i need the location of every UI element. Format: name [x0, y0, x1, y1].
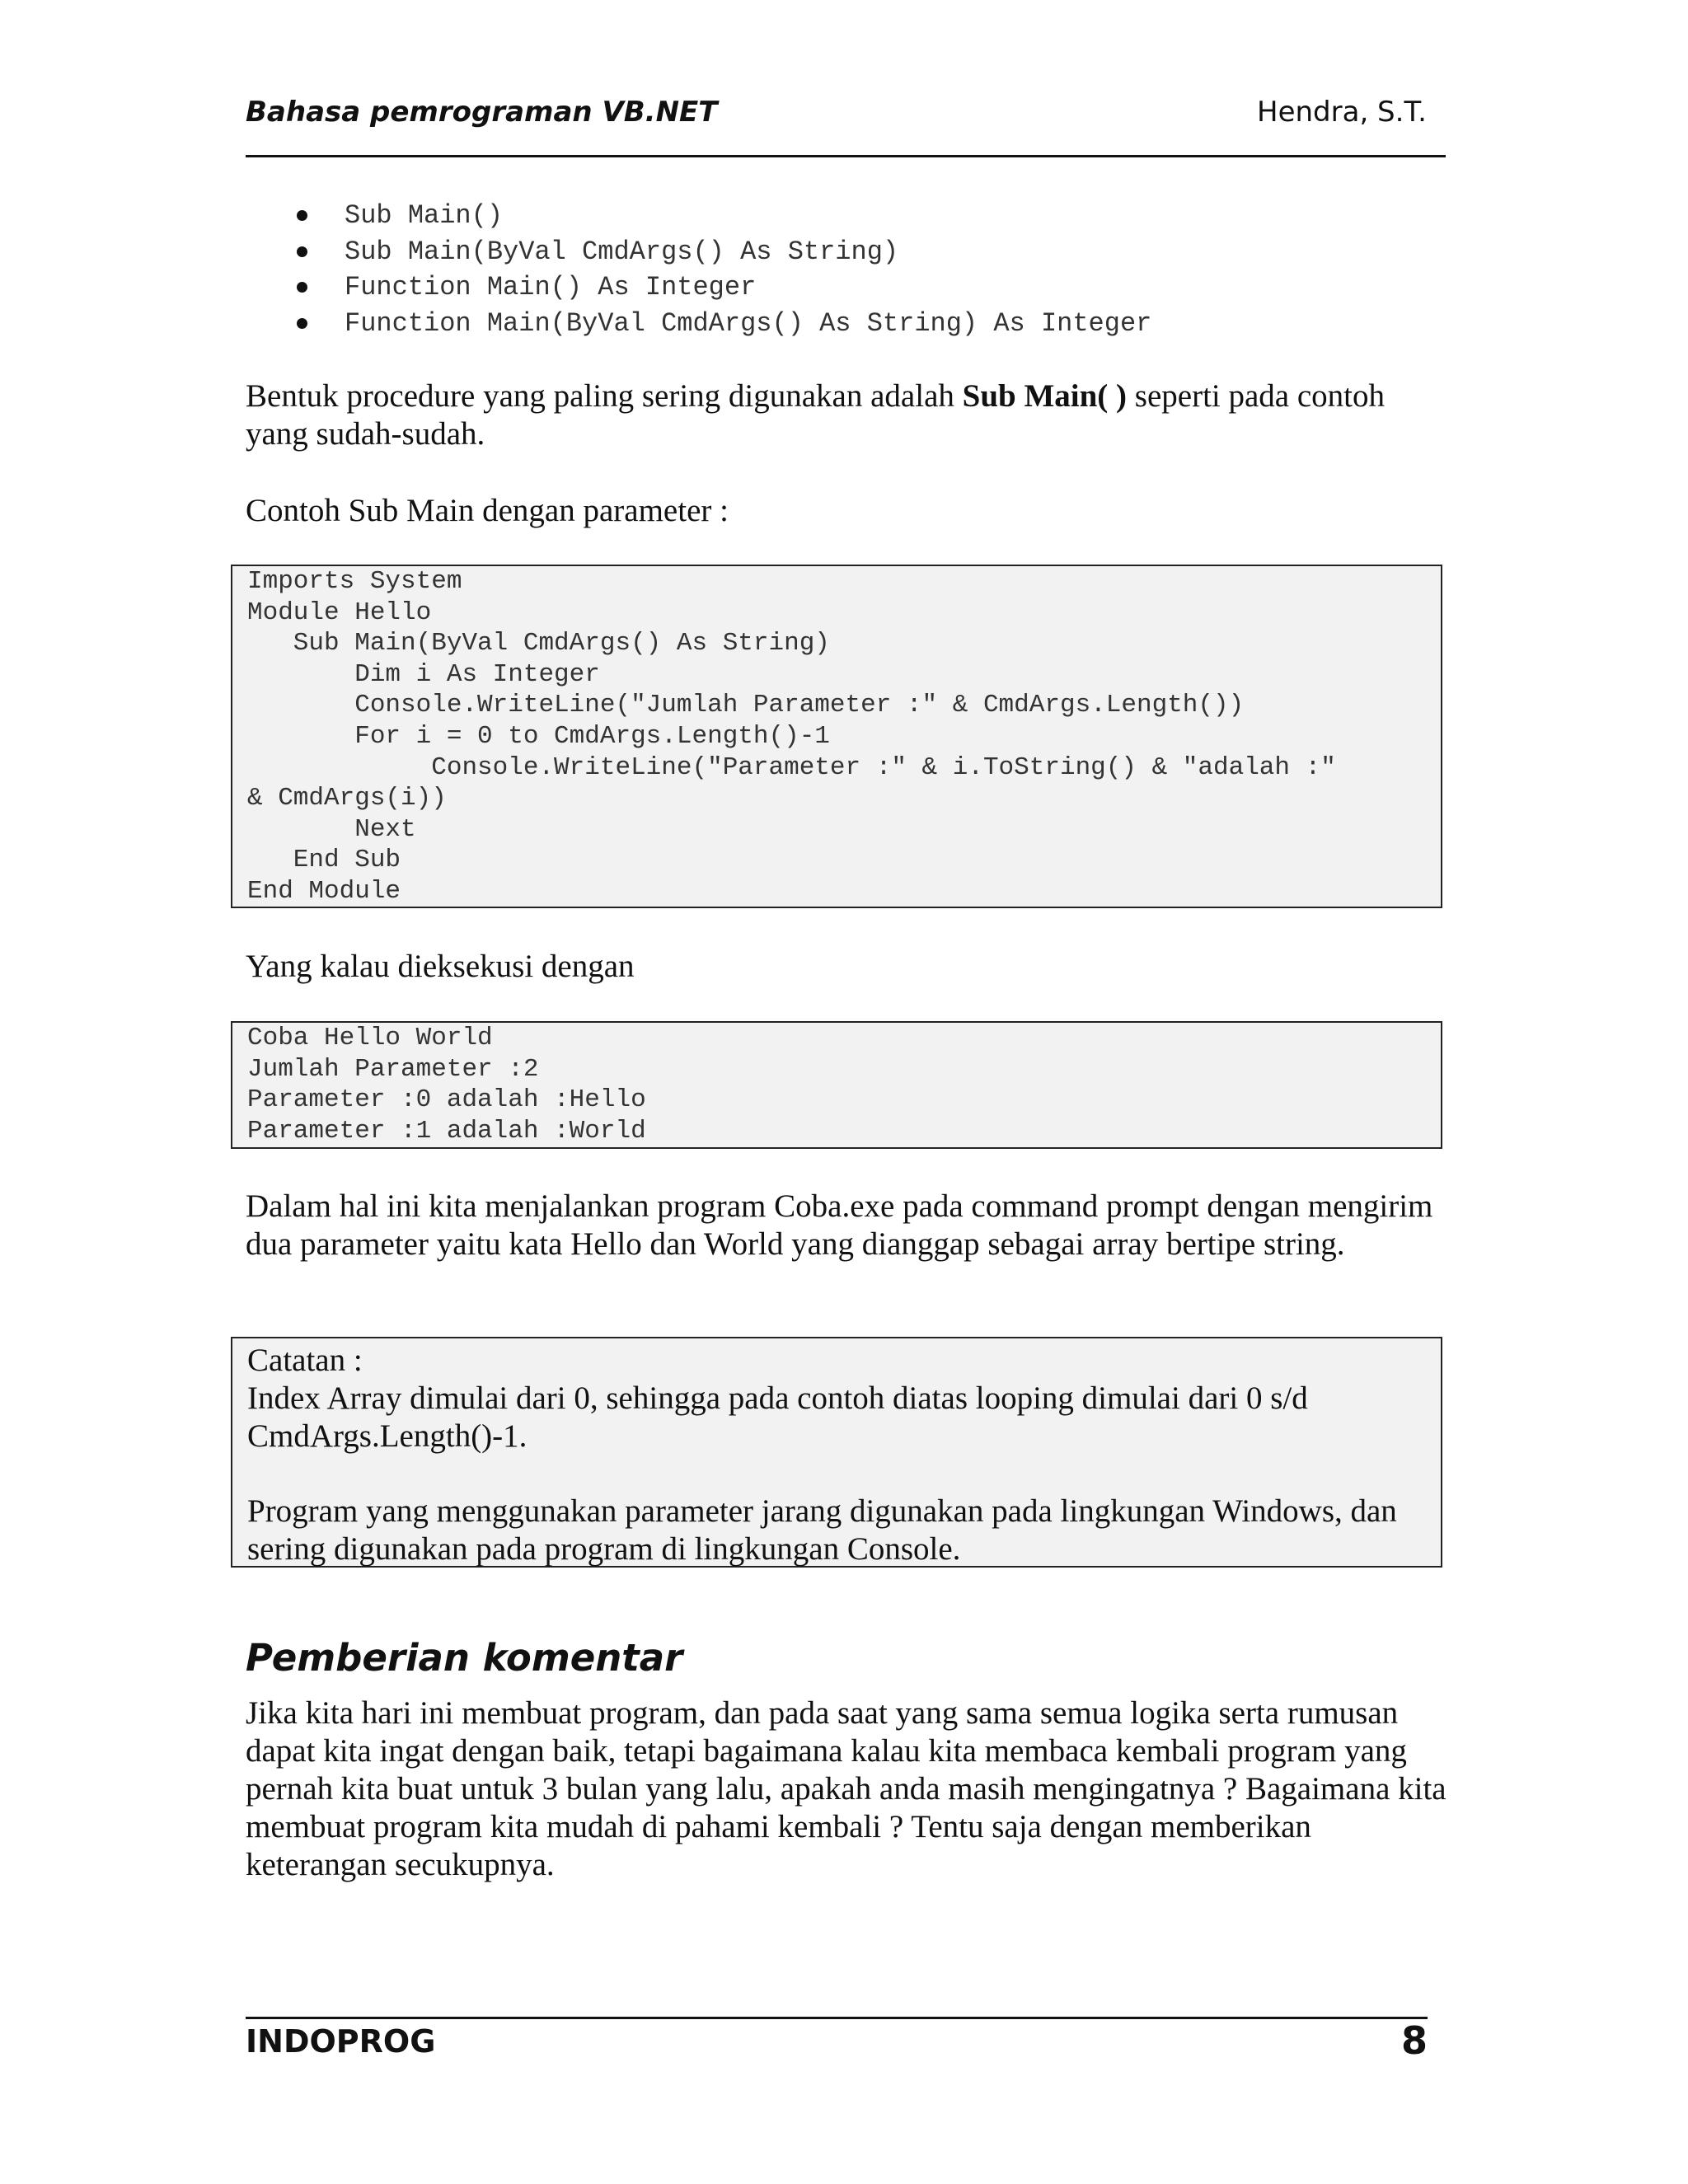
paragraph-procedure: Bentuk procedure yang paling sering digunakan adalah Sub Main( ) seperti pada contoh yang sudah-sudah. — [246, 378, 1386, 452]
bullet-icon — [297, 246, 307, 257]
note-title: Catatan : — [247, 1343, 363, 1378]
list-item: Sub Main(ByVal CmdArgs() As String) — [246, 234, 1482, 270]
page-number: 8 — [1400, 2018, 1428, 2063]
header-author: Hendra, S.T. — [1257, 96, 1427, 129]
footer-rule — [246, 2017, 1428, 2019]
footer-brand: INDOPROG — [246, 2023, 436, 2060]
paragraph-execution: Yang kalau dieksekusi dengan — [246, 949, 635, 984]
bold-sub-main: Sub Main( ) — [962, 378, 1128, 414]
note-line-2: Program yang menggunakan parameter jarang digunakan pada lingkungan Windows, dan sering digunakan pada program di lingkungan Console. — [247, 1493, 1397, 1567]
paragraph-explanation: Dalam hal ini kita menjalankan program Coba.exe pada command prompt dengan mengirim dua parameter yaitu kata Hello dan World yang dianggap sebagai array bertipe string. — [246, 1188, 1433, 1262]
paragraph-comments: Jika kita hari ini membuat program, dan pada saat yang sama semua logika serta rumusan dapat kita ingat dengan baik, tetapi bagaimana kalau kita membaca kembali program yang pernah kita buat untuk 3 bulan yang lalu, apakah anda masih mengingatnya ? Bagaimana kita membuat program kita mudah di pahami kembali ? Tentu saja dengan memberikan keterangan secukupnya. — [246, 1695, 1447, 1882]
note-box — [231, 1337, 1442, 1568]
list-item: Sub Main() — [246, 198, 1482, 234]
list-item: Function Main() As Integer — [246, 269, 1482, 306]
header-rule — [246, 155, 1446, 157]
output-block — [231, 1021, 1442, 1149]
bullet-icon — [297, 318, 307, 329]
bullet-icon — [297, 210, 307, 221]
list-item: Function Main(ByVal CmdArgs() As String) As Integer — [246, 306, 1482, 342]
note-line-1: Index Array dimulai dari 0, sehingga pada contoh diatas looping dimulai dari 0 s/d CmdArgs.Length()-1. — [247, 1380, 1308, 1454]
paragraph-example-intro: Contoh Sub Main dengan parameter : — [246, 493, 729, 528]
output-text: Coba Hello World Jumlah Parameter :2 Parameter :0 adalah :Hello Parameter :1 adalah :World — [247, 1024, 646, 1146]
code-block — [231, 565, 1442, 908]
header-title: Bahasa pemrograman VB.NET — [246, 96, 718, 129]
bullet-icon — [297, 282, 307, 293]
code-text: Imports System Module Hello Sub Main(ByVal CmdArgs() As String) Dim i As Integer Console.WriteLine("Jumlah Parameter :" & CmdArgs.Length()) For i = 0 to CmdArgs.Length()-1 Console.WriteLine("Parameter :" & i.ToString() & "adalah :" & CmdArgs(i)) Next End Sub End Module — [247, 567, 1336, 906]
main-forms-list — [246, 198, 1482, 341]
section-heading: Pemberian komentar — [246, 1636, 683, 1680]
